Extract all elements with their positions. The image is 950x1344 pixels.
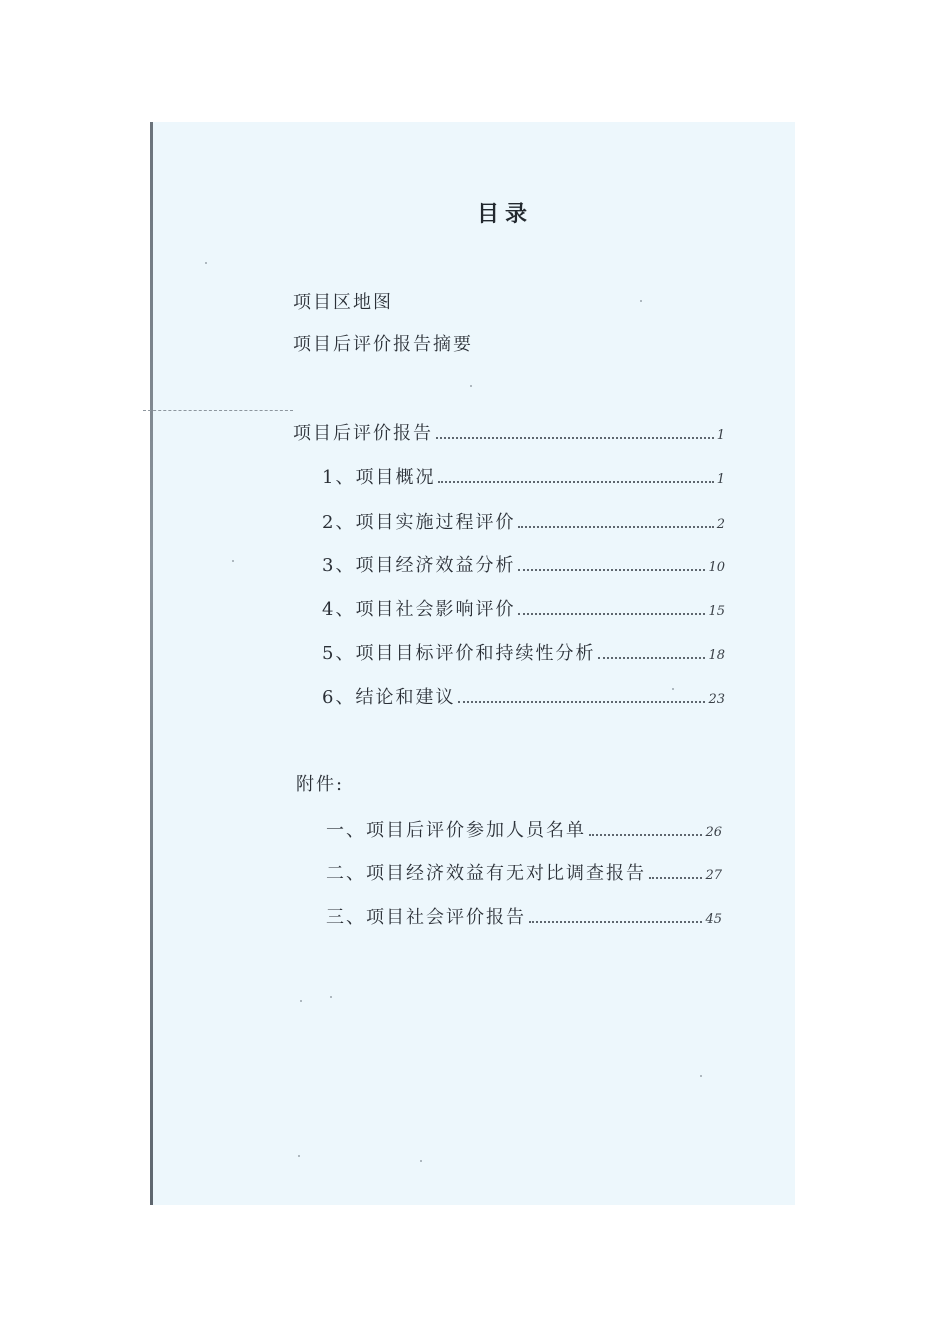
- toc-entry-label: 4、项目社会影响评价: [322, 599, 516, 620]
- dot-leader: [458, 701, 705, 703]
- dot-leader: [589, 834, 702, 836]
- toc-page-number: 1: [716, 428, 725, 443]
- toc-entry-section[interactable]: [322, 508, 725, 534]
- scan-speck: [420, 1160, 422, 1162]
- toc-page-number: 26: [705, 825, 722, 840]
- front-matter-item: 项目后评价报告摘要: [293, 334, 473, 355]
- scan-speck: [470, 385, 472, 387]
- dot-leader: [649, 877, 702, 879]
- front-matter-item: 项目区地图: [293, 292, 393, 313]
- toc-page-number: 23: [708, 692, 725, 707]
- toc-entry-section[interactable]: [322, 683, 725, 709]
- toc-entry-main-report[interactable]: [293, 419, 725, 445]
- toc-page-number: 10: [708, 560, 725, 575]
- fold-mark: [143, 410, 293, 411]
- toc-entry-label: 1、项目概况: [322, 467, 436, 488]
- toc-title: 目录: [476, 201, 533, 227]
- appendix-heading: 附件:: [296, 774, 345, 795]
- toc-entry-label: 5、项目目标评价和持续性分析: [322, 643, 596, 664]
- toc-page-number: 1: [716, 472, 725, 487]
- toc-entry-label: 项目后评价报告: [293, 423, 433, 444]
- scan-speck: [232, 560, 234, 562]
- toc-page-number: 15: [708, 604, 725, 619]
- toc-entry-label: 2、项目实施过程评价: [322, 512, 516, 533]
- dot-leader: [518, 613, 705, 615]
- page-binding-edge: [150, 122, 153, 1205]
- scan-speck: [330, 996, 332, 998]
- dot-leader: [436, 437, 714, 439]
- dot-leader: [598, 657, 705, 659]
- toc-entry-label: 一、项目后评价参加人员名单: [326, 820, 586, 841]
- dot-leader: [438, 481, 713, 483]
- toc-page-number: 18: [708, 648, 725, 663]
- toc-entry-label: 二、项目经济效益有无对比调查报告: [326, 863, 646, 884]
- toc-entry-appendix[interactable]: [326, 903, 722, 929]
- dot-leader: [518, 526, 713, 528]
- toc-entry-label: 3、项目经济效益分析: [322, 555, 516, 576]
- scan-speck: [298, 1155, 300, 1157]
- dot-leader: [518, 569, 705, 571]
- toc-page-number: 2: [716, 517, 725, 532]
- toc-entry-section[interactable]: [322, 551, 725, 577]
- dot-leader: [529, 921, 702, 923]
- toc-entry-section[interactable]: [322, 639, 725, 665]
- toc-entry-label: 6、结论和建议: [322, 687, 456, 708]
- toc-entry-label: 三、项目社会评价报告: [326, 907, 526, 928]
- toc-page-number: 27: [705, 868, 722, 883]
- toc-page-number: 45: [705, 912, 722, 927]
- toc-entry-appendix[interactable]: [326, 816, 722, 842]
- scan-speck: [700, 1075, 702, 1077]
- toc-entry-appendix[interactable]: [326, 859, 722, 885]
- toc-entry-section[interactable]: [322, 595, 725, 621]
- toc-entry-section[interactable]: [322, 463, 725, 489]
- scan-speck: [205, 262, 207, 264]
- scan-speck: [300, 1000, 302, 1002]
- scan-speck: [640, 300, 642, 302]
